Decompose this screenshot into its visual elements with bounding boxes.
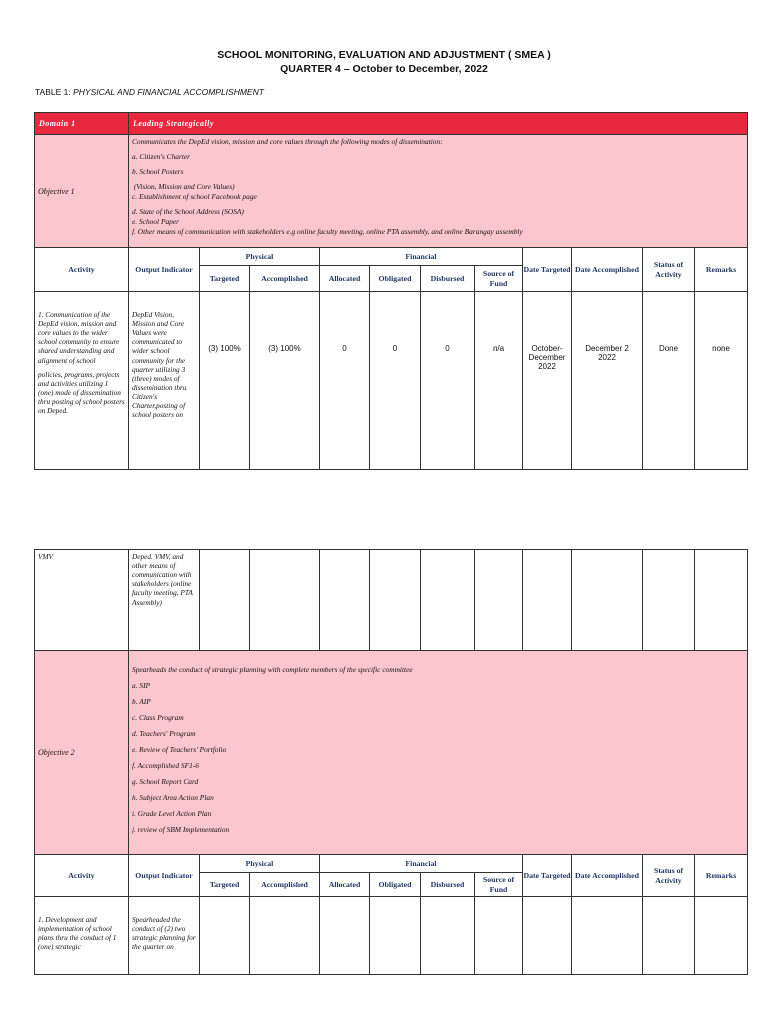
col-disbursed: Disbursed: [421, 873, 475, 897]
col-output-indicator: Output Indicator: [129, 855, 200, 897]
obligated-value: 0: [370, 292, 421, 470]
empty-cell: [320, 550, 370, 651]
objective2-row: [35, 651, 748, 855]
status-value: Done: [643, 292, 695, 470]
col-obligated: Obligated: [370, 873, 421, 897]
objective1-row: [35, 135, 748, 248]
col-date-targeted: Date Targeted: [523, 248, 572, 292]
header-row-1: [35, 248, 748, 266]
output-cell: DepEd Vision, Mission and Core Values were communicated to wider school community for the quarter utilizing 3 (three) modes of dissemination thru Citizen's Charter,posting of school posters on: [129, 292, 200, 470]
objective2-line: Spearheads the conduct of strategic planning with complete members of the specific committee: [132, 665, 413, 674]
empty-cell: [320, 897, 370, 975]
empty-cell: [421, 897, 475, 975]
disbursed-value: 0: [421, 292, 475, 470]
col-allocated: Allocated: [320, 266, 370, 292]
source-of-fund-value: n/a: [475, 292, 523, 470]
col-status: Status of Activity: [643, 855, 695, 897]
col-source-of-fund: Source of Fund: [475, 873, 523, 897]
objective1-line: (Vision, Mission and Core Values): [132, 181, 235, 191]
objective2-line: f. Accomplished SF1-6: [132, 760, 199, 770]
empty-cell: [643, 550, 695, 651]
header-row-1: [35, 855, 748, 873]
objective2-line: j. review of SBM Implementation: [132, 824, 230, 834]
col-activity: Activity: [35, 855, 129, 897]
activity-text: 1. Communication of the DepEd vision, mission and core values to the wider school community to ensure shared understanding and alignment of school: [38, 310, 120, 365]
objective2-line: b. AIP: [132, 696, 151, 706]
col-accomplished: Accomplished: [250, 266, 320, 292]
col-date-accomplished: Date Accomplished: [572, 248, 643, 292]
domain-label: Domain 1: [35, 113, 129, 135]
accomplished-value: (3) 100%: [250, 292, 320, 470]
objective1-line: c. Establishment of school Facebook page: [132, 191, 257, 201]
empty-cell: [370, 897, 421, 975]
objective2-line: i. Grade Level Action Plan: [132, 808, 212, 818]
empty-cell: [200, 550, 250, 651]
accomplishment-table-part2: [34, 549, 748, 975]
table-row: [35, 897, 748, 975]
empty-cell: [250, 897, 320, 975]
col-output-indicator: Output Indicator: [129, 248, 200, 292]
activity-cell: VMV: [35, 550, 129, 651]
objective1-line: a. Citizen's Charter: [132, 151, 191, 161]
table-label: TABLE 1:: [35, 87, 74, 97]
objective1-description: [129, 135, 748, 248]
col-financial: Financial: [320, 855, 523, 873]
col-source-of-fund: Source of Fund: [475, 266, 523, 292]
col-date-accomplished: Date Accomplished: [572, 855, 643, 897]
objective1-line: e. School Paper: [132, 216, 179, 226]
table-row: [35, 292, 748, 470]
activity-cell: 1. Development and implementation of school plans thru the conduct of 1 (one) strategic: [35, 897, 129, 975]
col-allocated: Allocated: [320, 873, 370, 897]
targeted-value: (3) 100%: [200, 292, 250, 470]
objective2-label: Objective 2: [35, 651, 129, 855]
allocated-value: 0: [320, 292, 370, 470]
col-date-targeted: Date Targeted: [523, 855, 572, 897]
objective2-line: h. Subject Area Action Plan: [132, 792, 214, 802]
empty-cell: [250, 550, 320, 651]
remarks-value: none: [695, 292, 748, 470]
empty-cell: [475, 897, 523, 975]
empty-cell: [695, 550, 748, 651]
empty-cell: [200, 897, 250, 975]
col-physical: Physical: [200, 855, 320, 873]
col-targeted: Targeted: [200, 266, 250, 292]
objective1-line: b. School Posters: [132, 166, 184, 176]
table-row-continued: [35, 550, 748, 651]
document-title: SCHOOL MONITORING, EVALUATION AND ADJUSTMENT ( SMEA ): [217, 49, 551, 61]
empty-cell: [523, 897, 572, 975]
empty-cell: [572, 550, 643, 651]
col-targeted: Targeted: [200, 873, 250, 897]
empty-cell: [523, 550, 572, 651]
activity-cell: [35, 292, 129, 470]
objective2-line: a. SIP: [132, 680, 151, 690]
col-physical: Physical: [200, 248, 320, 266]
col-remarks: Remarks: [695, 855, 748, 897]
domain-row: [35, 113, 748, 135]
objective2-line: e. Review of Teachers' Portfolio: [132, 744, 227, 754]
empty-cell: [421, 550, 475, 651]
activity-text-continued: policies, programs, projects and activities utilizing 1 (one) mode of dissemination thru posting of school posters on Deped.: [38, 369, 125, 416]
empty-cell: [370, 550, 421, 651]
objective2-line: d. Teachers' Program: [132, 728, 196, 738]
col-status: Status of Activity: [643, 248, 695, 292]
date-accomplished-value: December 2 2022: [572, 292, 643, 470]
empty-cell: [643, 897, 695, 975]
col-financial: Financial: [320, 248, 523, 266]
table-name: PHYSICAL AND FINANCIAL ACCOMPLISHMENT: [73, 87, 264, 97]
empty-cell: [475, 550, 523, 651]
col-disbursed: Disbursed: [421, 266, 475, 292]
table-caption: [35, 87, 264, 97]
objective2-line: g. School Report Card: [132, 776, 199, 786]
objective1-label: Objective 1: [35, 135, 129, 248]
objective2-description: [129, 651, 748, 855]
col-activity: Activity: [35, 248, 129, 292]
col-obligated: Obligated: [370, 266, 421, 292]
empty-cell: [695, 897, 748, 975]
objective1-line: d. State of the School Address (SOSA): [132, 206, 244, 216]
output-cell: Deped. VMV, and other means of communication with stakeholders (online faculty meeting, PTA Assembly): [129, 550, 200, 651]
empty-cell: [572, 897, 643, 975]
objective1-line: Communicates the DepEd vision, mission and core values through the following modes of dissemination:: [132, 137, 443, 146]
objective1-line: f. Other means of communication with stakeholders e.g online faculty meeting, online PTA assembly, and online Barangay assembly: [132, 226, 523, 236]
output-cell: Spearheaded the conduct of (2) two strategic planning for the quarter on: [129, 897, 200, 975]
col-remarks: Remarks: [695, 248, 748, 292]
objective2-line: c. Class Program: [132, 712, 184, 722]
accomplishment-table-part1: [34, 112, 748, 470]
col-accomplished: Accomplished: [250, 873, 320, 897]
domain-title: Leading Strategically: [129, 113, 748, 135]
date-targeted-value: October-December 2022: [523, 292, 572, 470]
document-quarter: QUARTER 4 – October to December, 2022: [280, 63, 488, 75]
